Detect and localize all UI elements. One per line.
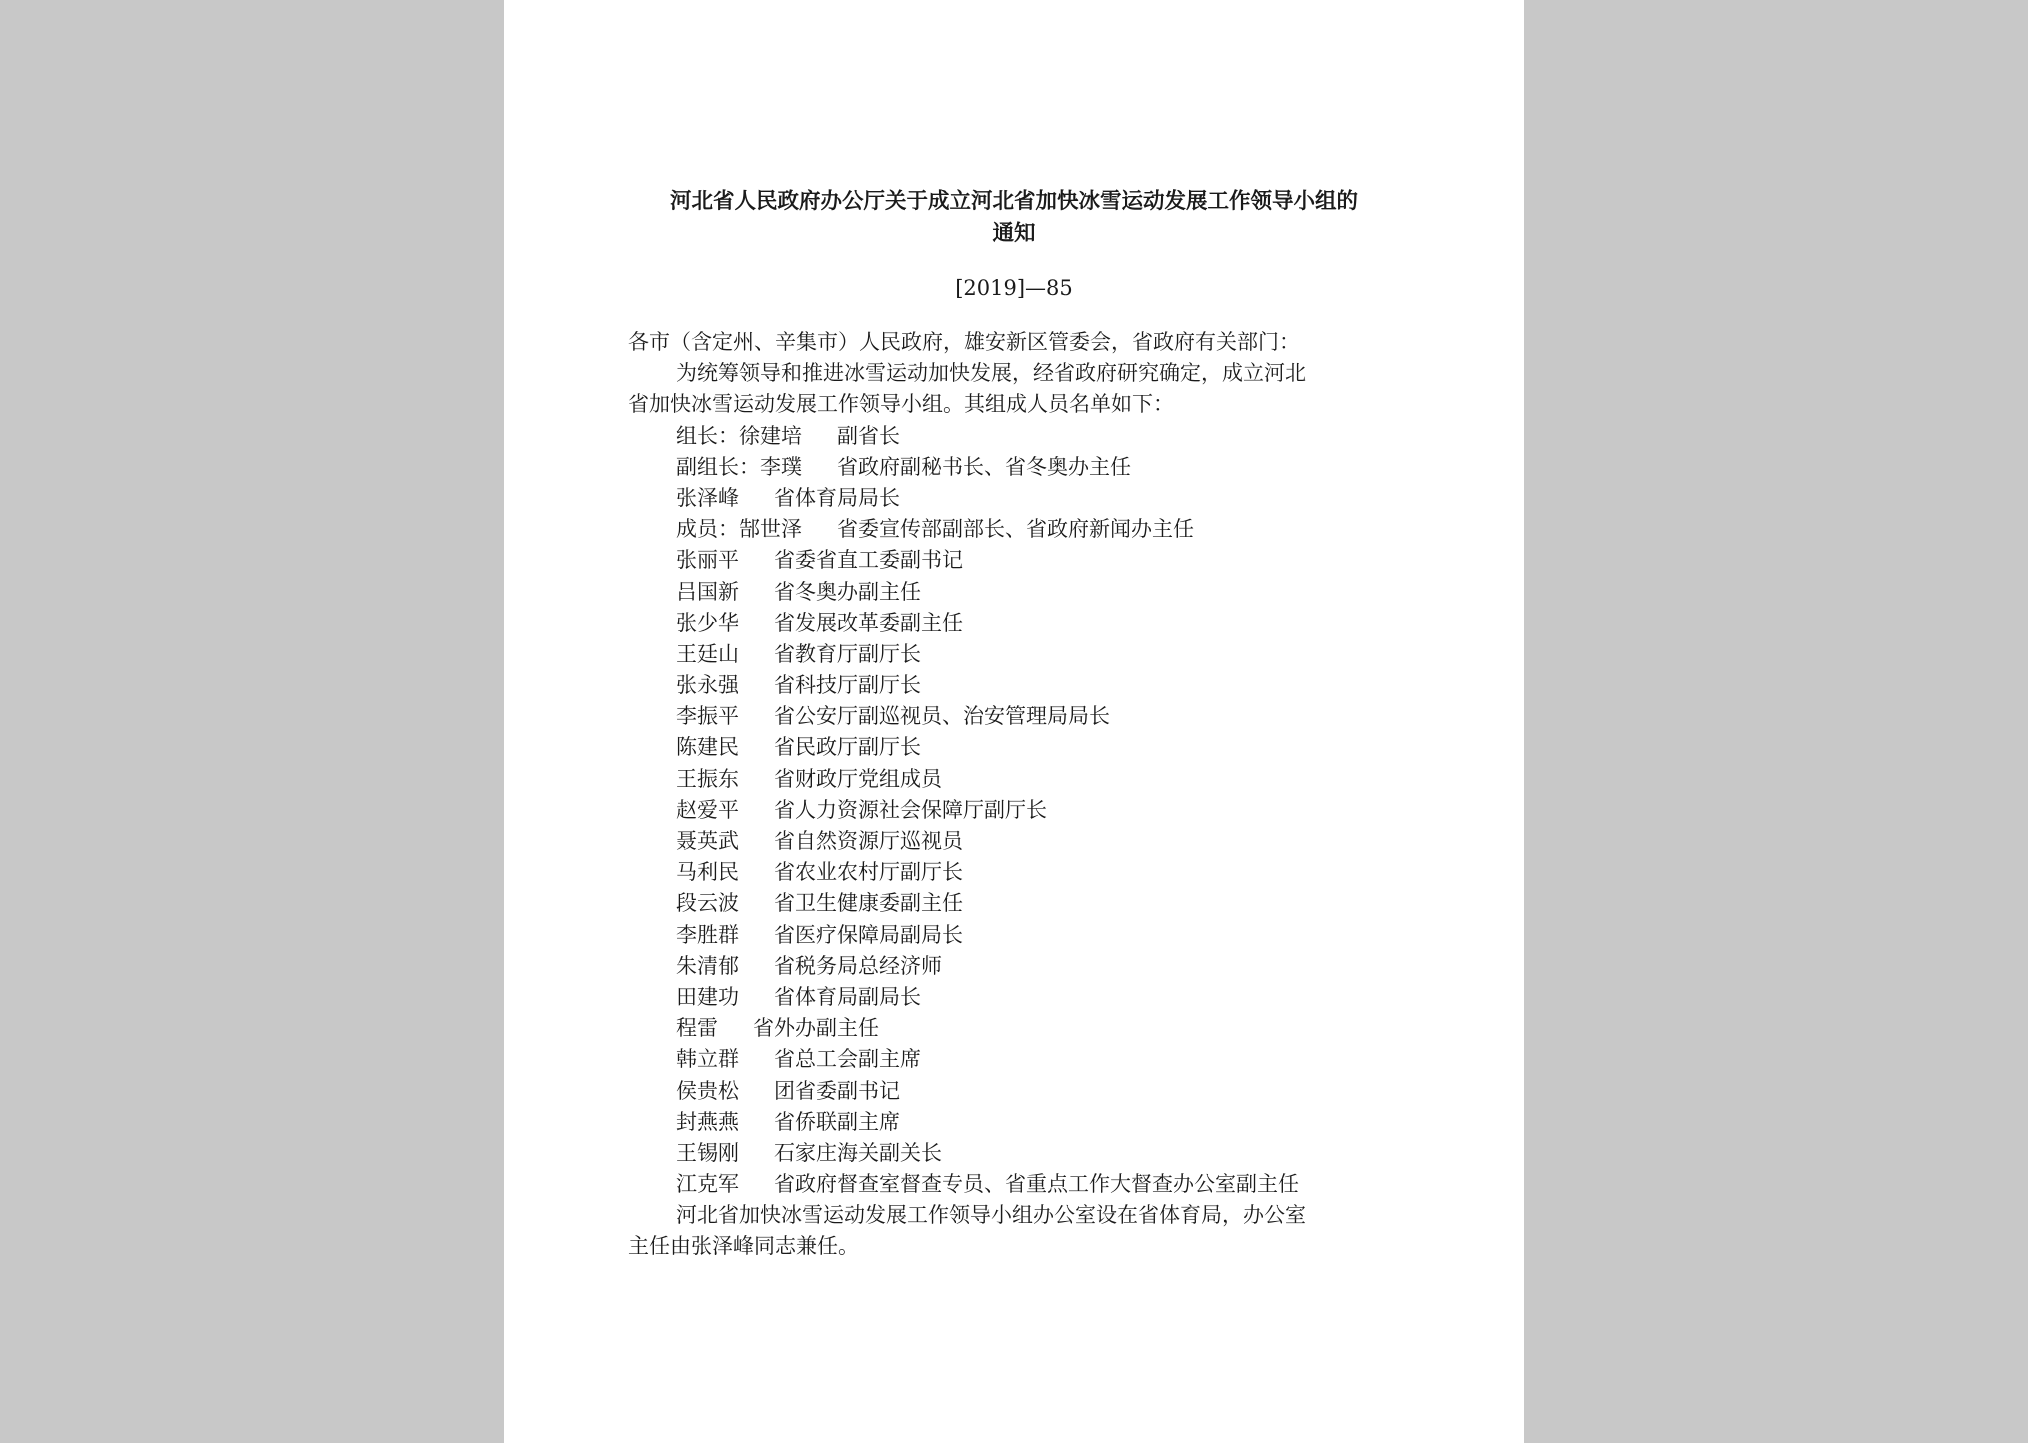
member-role: 省农业农村厅副厅长	[774, 860, 963, 885]
intro-line-1: 为统筹领导和推进冰雪运动加快发展，经省政府研究确定，成立河北	[676, 361, 1306, 386]
member-row	[628, 982, 1408, 1013]
member-name: 张永强	[676, 673, 739, 698]
member-row	[628, 577, 1408, 608]
member-name: 郜世泽	[739, 517, 802, 542]
member-role: 省自然资源厅巡视员	[774, 829, 963, 853]
member-role: 省政府督查室督查专员、省重点工作大督查办公室副主任	[774, 1172, 1299, 1197]
member-name: 张丽平	[676, 548, 739, 573]
leader-role: 副省长	[837, 423, 900, 448]
document-body	[628, 327, 1408, 1263]
member-role: 省体育局副局长	[774, 984, 921, 1009]
member-name: 张少华	[676, 610, 739, 635]
member-role: 团省委副书记	[774, 1078, 900, 1103]
member-role: 省总工会副主席	[774, 1047, 921, 1072]
member-role: 省委省直工委副书记	[774, 548, 963, 573]
leader-prefix: 组长：	[676, 423, 739, 448]
notice-document	[504, 0, 1524, 1443]
closing-line-1: 河北省加快冰雪运动发展工作领导小组办公室设在省体育局，办公室	[676, 1203, 1306, 1228]
member-row	[628, 545, 1408, 576]
member-row	[628, 764, 1408, 795]
deputy-prefix: 副组长：	[676, 454, 760, 479]
member-name: 侯贵松	[676, 1078, 739, 1103]
member-row	[628, 1138, 1408, 1169]
member-role: 省发展改革委副主任	[774, 610, 963, 635]
member-role: 省人力资源社会保障厅副厅长	[774, 797, 1047, 822]
leader-row	[628, 421, 1408, 452]
title-line-2: 通知	[992, 221, 1036, 246]
member-name: 王锡刚	[676, 1140, 739, 1165]
member-row	[628, 608, 1408, 639]
member-name: 韩立群	[676, 1047, 739, 1072]
member-row	[628, 951, 1408, 982]
document-page	[504, 0, 1524, 1443]
member-name: 江克军	[676, 1172, 739, 1197]
member-name: 田建功	[676, 984, 739, 1009]
deputy-name: 李璞	[760, 454, 802, 479]
member-name: 陈建民	[676, 735, 739, 760]
addressee: 各市（含定州、辛集市）人民政府，雄安新区管委会，省政府有关部门：	[628, 330, 1300, 354]
member-row	[628, 857, 1408, 888]
member-role: 省外办副主任	[753, 1016, 879, 1041]
member-name: 朱清郁	[676, 953, 739, 978]
intro-line-2: 省加快冰雪运动发展工作领导小组。其组成人员名单如下：	[628, 392, 1174, 417]
deputy-role: 省政府副秘书长、省冬奥办主任	[837, 454, 1131, 479]
member-row	[628, 826, 1408, 857]
member-name: 马利民	[676, 860, 739, 885]
member-row	[628, 1076, 1408, 1107]
member-role: 省冬奥办副主任	[774, 579, 921, 604]
member-name: 李振平	[676, 704, 739, 729]
member-list	[628, 421, 1408, 1201]
member-name: 李胜群	[676, 922, 739, 947]
member-row	[628, 795, 1408, 826]
member-row	[628, 670, 1408, 701]
member-row	[628, 1044, 1408, 1075]
document-number: [2019]—85	[955, 276, 1073, 300]
member-role: 省侨联副主席	[774, 1109, 900, 1134]
member-row	[628, 920, 1408, 951]
member-role: 省财政厅党组成员	[774, 766, 942, 791]
member-name: 程雷	[676, 1016, 718, 1041]
member-role: 省税务局总经济师	[774, 953, 942, 978]
member-role: 省科技厅副厅长	[774, 673, 921, 698]
closing-line-2: 主任由张泽峰同志兼任。	[628, 1234, 859, 1259]
member-role: 省民政厅副厅长	[774, 735, 921, 760]
member-row	[628, 514, 1408, 545]
member-name: 段云波	[676, 891, 739, 916]
member-row	[628, 1107, 1408, 1138]
member-name: 赵爱平	[676, 797, 739, 822]
member-role: 省委宣传部副部长、省政府新闻办主任	[837, 517, 1194, 542]
member-name: 封燕燕	[676, 1109, 739, 1134]
deputy-row	[628, 452, 1408, 483]
title-line-1: 河北省人民政府办公厅关于成立河北省加快冰雪运动发展工作领导小组的	[669, 189, 1358, 214]
deputy-role: 省体育局局长	[774, 485, 900, 510]
deputy-row	[628, 483, 1408, 514]
member-row	[628, 732, 1408, 763]
member-role: 省卫生健康委副主任	[774, 891, 963, 916]
member-row	[628, 639, 1408, 670]
member-row	[628, 1169, 1408, 1200]
member-role: 石家庄海关副关长	[774, 1140, 942, 1165]
member-row	[628, 888, 1408, 919]
member-row	[628, 701, 1408, 732]
member-role: 省教育厅副厅长	[774, 641, 921, 666]
leader-name: 徐建培	[739, 423, 802, 448]
deputy-name: 张泽峰	[676, 485, 739, 510]
member-role: 省医疗保障局副局长	[774, 922, 963, 947]
members-prefix: 成员：	[676, 517, 739, 542]
member-role: 省公安厅副巡视员、治安管理局局长	[774, 704, 1110, 729]
member-name: 聂英武	[676, 829, 739, 853]
document-title	[624, 186, 1404, 250]
member-name: 吕国新	[676, 579, 739, 604]
member-name: 王振东	[676, 766, 739, 791]
member-name: 王廷山	[676, 641, 739, 666]
member-row	[628, 1013, 1408, 1044]
